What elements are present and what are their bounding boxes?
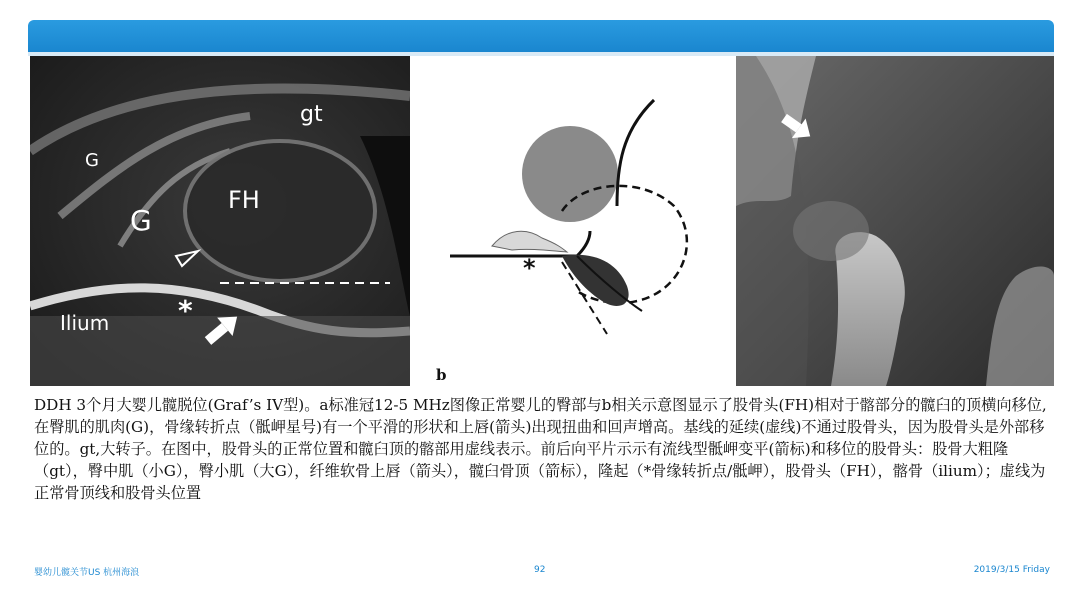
diagram-asterisk: * [523, 254, 536, 282]
label-fh: FH [228, 186, 260, 214]
label-gt: gt [300, 102, 323, 127]
title-bar [28, 20, 1054, 52]
femoral-head-shape [522, 126, 618, 222]
schematic-diagram [412, 56, 734, 386]
footer-presentation-title: 婴幼儿髋关节US 杭州海浪 [34, 568, 140, 578]
figure-caption: DDH 3个月大婴儿髋脱位(Graf’s IV型)。a标准冠12-5 MHz图像正常婴儿的臀部与b相关示意图显示了股骨头(FH)相对于髂部分的髋臼的顶横向移位,在臀肌的肌肉(G)，骨缘转折点（骶岬星号)有一个平滑的形状和上唇(箭头)出现扭曲和回声增高。基线的延续(虚线)不通过股骨头，因为股骨头是外部移位的。gt,大转子。在图中，股骨头的正常位置和髋臼顶的髂部用虚线表示。前后向平片示示有流线型骶岬变平(箭标)和移位的股骨头：股骨大粗隆（gt），臀中肌（小G），臀小肌（大G），纤维软骨上唇（箭头），髋臼骨顶（箭标），隆起（*骨缘转折点/骶岬），股骨头（FH），髂骨（ilium）；虚线为正常骨顶线和股骨头位置 [34, 396, 1047, 502]
radiograph-image [736, 56, 1054, 386]
label-asterisk: * [178, 294, 193, 327]
footer-page-number: 92 [534, 565, 546, 575]
label-g-large: G [130, 204, 152, 237]
ultrasound-image [30, 56, 410, 386]
footer-date: 2019/3/15 Friday [973, 565, 1050, 575]
panel-label-b: b [436, 366, 447, 384]
label-g-small: G [85, 150, 99, 171]
label-ilium: Ilium [60, 311, 110, 335]
